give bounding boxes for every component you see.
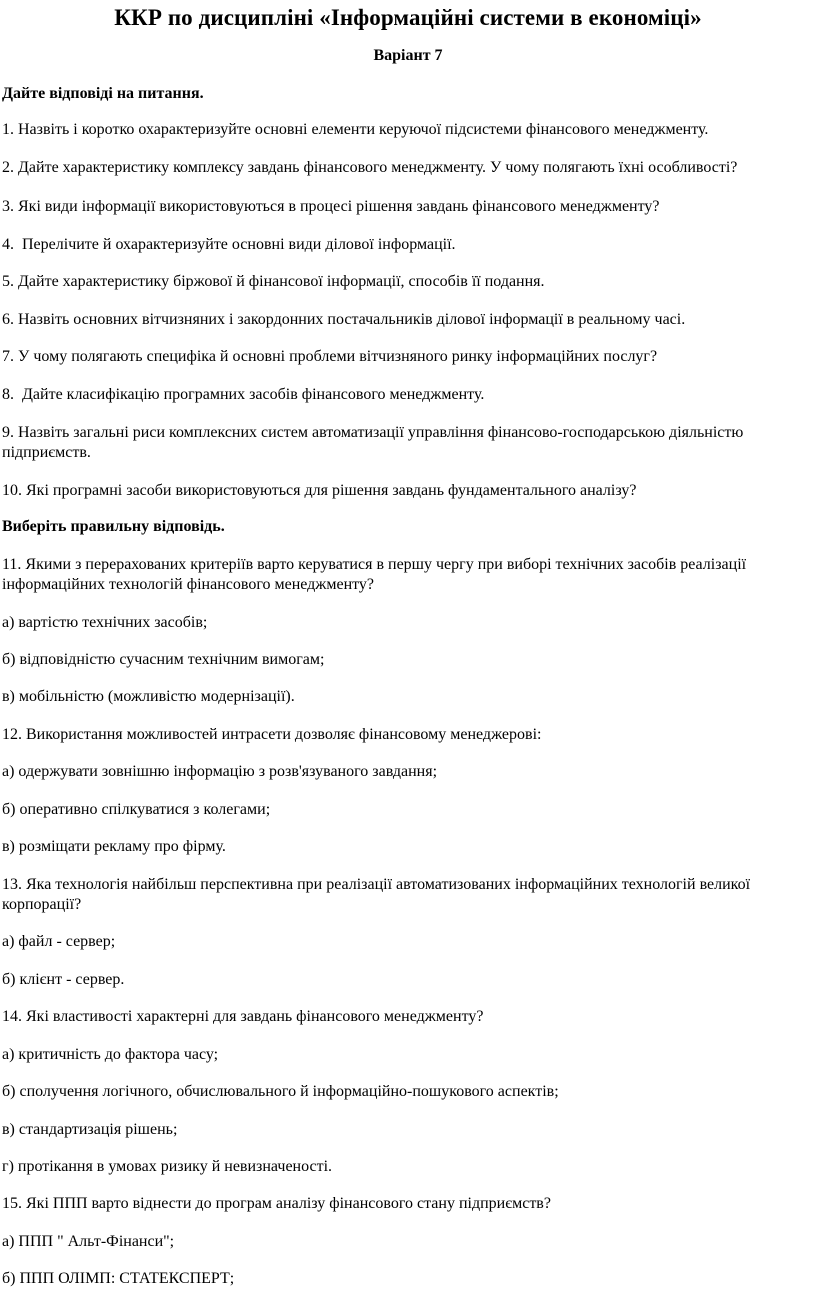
answer-11-c: в) мобільністю (можливістю модернізації).	[2, 688, 295, 705]
question-11-line-1: 11. Якими з перерахованих критеріїв варто керуватися в першу чергу при виборі технічних засобів реалізації	[2, 556, 747, 573]
question-9-line-1: 9. Назвіть загальні риси комплексних систем автоматизації управління фінансово-господарською діяльністю	[2, 424, 744, 441]
question-12: 12. Використання можливостей интрасети дозволяє фінансовому менеджерові:	[2, 726, 542, 743]
answer-11-b: б) відповідністю сучасним технічним вимогам;	[2, 651, 325, 668]
answer-12-b: б) оперативно спілкуватися з колегами;	[2, 801, 271, 818]
question-13-line-1: 13. Яка технологія найбільш перспективна при реалізації автоматизованих інформаційних технологій великої	[2, 876, 751, 893]
answer-11-a: а) вартістю технічних засобів;	[2, 614, 208, 631]
answer-15-b: б) ППП ОЛІМП: СТАТЕКСПЕРТ;	[2, 1270, 235, 1287]
question-7: 7. У чому полягають специфіка й основні проблеми вітчизняного ринку інформаційних послуг?	[2, 348, 658, 365]
question-9-line-2: підприємств.	[2, 444, 91, 461]
question-8: 8. Дайте класифікацію програмних засобів фінансового менеджменту.	[2, 386, 485, 403]
question-5: 5. Дайте характеристику біржової й фінансової інформації, способів її подання.	[2, 273, 545, 290]
section-heading-choose: Виберіть правильну відповідь.	[2, 518, 225, 535]
question-14: 14. Які властивості характерні для завдань фінансового менеджменту?	[2, 1008, 484, 1025]
answer-13-a: а) файл - сервер;	[2, 933, 116, 950]
question-1: 1. Назвіть і коротко охарактеризуйте основні елементи керуючої підсистеми фінансового менеджменту.	[2, 121, 709, 138]
document-title: ККР по дисципліні «Інформаційні системи в економіці»	[114, 5, 702, 30]
answer-13-b: б) клієнт - сервер.	[2, 971, 125, 988]
question-3: 3. Які види інформації використовуються в процесі рішення завдань фінансового менеджменту?	[2, 198, 660, 215]
question-11-line-2: інформаційних технологій фінансового менеджменту?	[2, 576, 375, 593]
answer-14-c: в) стандартизація рішень;	[2, 1121, 178, 1138]
answer-14-d: г) протікання в умовах ризику й невизначеності.	[2, 1158, 333, 1175]
question-6: 6. Назвіть основних вітчизняних і закордонних постачальників ділової інформації в реальному часі.	[2, 311, 686, 328]
variant-label: Варіант 7	[373, 47, 443, 64]
answer-14-a: а) критичність до фактора часу;	[2, 1046, 219, 1063]
answer-14-b: б) сполучення логічного, обчислювального й інформаційно-пошукового аспектів;	[2, 1083, 559, 1100]
question-2: 2. Дайте характеристику комплексу завдань фінансового менеджменту. У чому полягають їхні особливості?	[2, 159, 738, 176]
answer-15-a: а) ППП " Альт-Фінанси";	[2, 1233, 175, 1250]
question-13-line-2: корпорації?	[2, 896, 82, 913]
question-15: 15. Які ППП варто віднести до програм аналізу фінансового стану підприємств?	[2, 1195, 551, 1212]
answer-12-c: в) розміщати рекламу про фірму.	[2, 838, 226, 855]
question-4: 4. Перелічите й охарактеризуйте основні види ділової інформації.	[2, 236, 456, 253]
question-10: 10. Які програмні засоби використовуються для рішення завдань фундаментального аналізу?	[2, 482, 637, 499]
answer-12-a: а) одержувати зовнішню інформацію з розв'язуваного завдання;	[2, 763, 438, 780]
section-heading-questions: Дайте відповіді на питання.	[2, 85, 204, 102]
